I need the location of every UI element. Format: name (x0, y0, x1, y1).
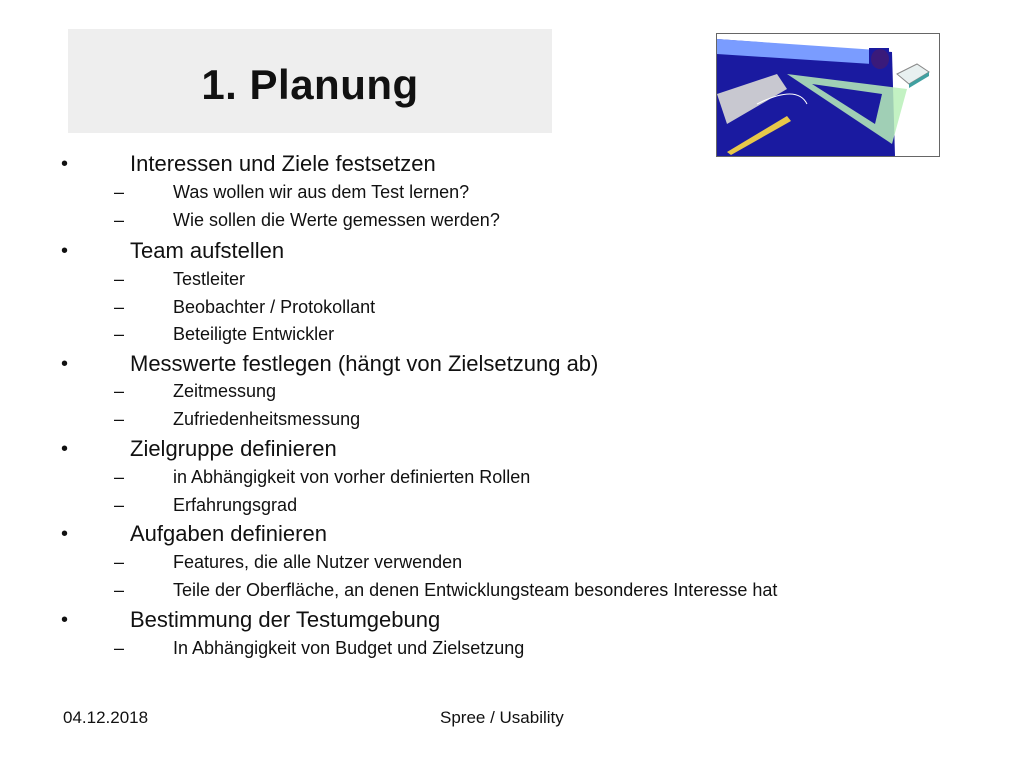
dash-marker: – (114, 552, 125, 572)
sub-bullet-text: Was wollen wir aus dem Test lernen? (173, 182, 470, 202)
bullet-marker: • (61, 438, 69, 460)
dash-marker: – (114, 381, 125, 401)
sub-bullet-text: Testleiter (173, 269, 246, 289)
dash-marker: – (114, 638, 125, 658)
sub-bullet-text: Beobachter / Protokollant (173, 297, 376, 317)
sub-bullet-text: Features, die alle Nutzer verwenden (173, 552, 463, 572)
footer-date: 04.12.2018 (63, 708, 149, 727)
dash-marker: – (114, 324, 125, 344)
sub-bullet-text: Wie sollen die Werte gemessen werden? (173, 210, 500, 230)
bullet-text: Zielgruppe definieren (130, 436, 337, 461)
dash-marker: – (114, 269, 125, 289)
sub-bullet-text: Zufriedenheitsmessung (173, 409, 361, 429)
dash-marker: – (114, 580, 125, 600)
bullet-text: Interessen und Ziele festsetzen (130, 151, 436, 176)
dash-marker: – (114, 210, 125, 230)
bullet-marker: • (61, 523, 69, 545)
bullet-marker: • (61, 353, 69, 375)
bullet-text: Team aufstellen (130, 238, 285, 263)
bullet-text: Messwerte festlegen (hängt von Zielsetzung ab) (130, 351, 599, 376)
bullet-marker: • (61, 609, 69, 631)
sub-bullet-text: Beteiligte Entwickler (173, 324, 335, 344)
bullet-text: Aufgaben definieren (130, 521, 327, 546)
dash-marker: – (114, 467, 125, 487)
sub-bullet-text: Teile der Oberfläche, an denen Entwicklungsteam besonderes Interesse hat (173, 580, 778, 600)
sub-bullet-text: in Abhängigkeit von vorher definierten Rollen (173, 467, 531, 487)
bullet-marker: • (61, 153, 69, 175)
sub-bullet-text: In Abhängigkeit von Budget und Zielsetzung (173, 638, 525, 658)
slide-title: 1. Planung (201, 61, 419, 108)
dash-marker: – (114, 182, 125, 202)
sub-bullet-text: Erfahrungsgrad (173, 495, 298, 515)
dash-marker: – (114, 297, 125, 317)
dash-marker: – (114, 409, 125, 429)
dash-marker: – (114, 495, 125, 515)
footer-title: Spree / Usability (440, 708, 564, 727)
sub-bullet-text: Zeitmessung (173, 381, 277, 401)
bullet-marker: • (61, 240, 69, 262)
bullet-text: Bestimmung der Testumgebung (130, 607, 441, 632)
